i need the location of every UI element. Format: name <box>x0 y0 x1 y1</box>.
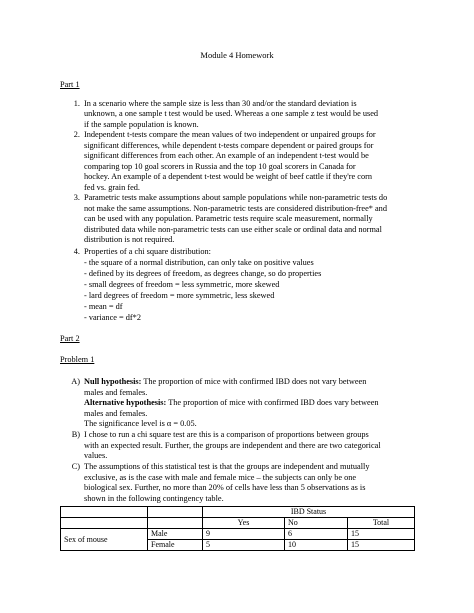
null-hypothesis-label: Null hypothesis: <box>84 377 142 386</box>
item-1-line: unknown, a one sample t test would be used. Whereas a one sample z test would be used <box>84 109 379 118</box>
section-c-line: biological sex. Further, no more than 20% of cells have less than 5 observations as is <box>84 483 366 492</box>
null-hypothesis-cont: males and females. <box>84 387 148 397</box>
item-4-line: - variance = df*2 <box>84 313 141 322</box>
cell-female-yes: 5 <box>203 540 285 551</box>
section-a-label: A) <box>71 377 80 386</box>
item-3-line: can be used with any population. Parametric tests require scale measurement, normally <box>84 214 373 223</box>
table-row <box>61 507 415 518</box>
sex-of-mouse-label: Sex of mouse <box>61 529 148 551</box>
ibd-status-header: IBD Status <box>203 507 415 518</box>
cell-female-total: 15 <box>348 540 415 551</box>
part2-heading: Part 2 <box>60 334 80 343</box>
table-cell <box>148 507 203 518</box>
section-b-label: B) <box>71 430 80 439</box>
item-4-line: - the square of a normal distribution, can only take on positive values <box>84 258 314 267</box>
alternative-hypothesis <box>84 398 379 409</box>
section-b-line: values. <box>84 451 108 460</box>
item-2-line: fed vs. grain fed. <box>84 182 140 192</box>
cell-male-yes: 9 <box>203 529 285 540</box>
item-3-number: 3. <box>73 193 80 202</box>
cell-male-no: 6 <box>285 529 348 540</box>
item-1-line: if the sample population is known. <box>84 119 199 129</box>
section-c-line: The assumptions of this statistical test is that the groups are independent and mutually <box>84 462 370 471</box>
item-3-line: Parametric tests make assumptions about sample populations while non-parametric tests do <box>84 193 388 202</box>
item-4-line: - small degrees of freedom = less symmetric, more skewed <box>84 280 280 289</box>
cell-male-total: 15 <box>348 529 415 540</box>
item-3-line: distribution is not required. <box>84 235 175 244</box>
item-2-line: significant differences from each other. An example of an independent t-test would be <box>84 151 369 160</box>
column-header-total: Total <box>348 518 415 529</box>
item-3-line: distributed data while non-parametric tests can use either scale or ordinal data and normal <box>84 224 382 234</box>
table-row <box>61 529 415 540</box>
section-b-line: with an expected result. Further, the groups are independent and there are two categorical <box>84 440 381 450</box>
item-4-number: 4. <box>73 247 80 256</box>
problem-heading: Problem 1 <box>60 355 95 364</box>
item-2-line: significant differences, while dependent t-tests compare dependent or paired groups for <box>84 140 374 150</box>
section-c-line: exclusive, as is the case with male and female mice – the subjects can only be one <box>84 472 357 482</box>
section-c-line: shown in the following contingency table. <box>84 493 224 503</box>
item-4-line: - lard degrees of freedom = more symmetric, less skewed <box>84 291 275 300</box>
item-1-number: 1. <box>73 99 80 108</box>
section-b-line: I chose to run a chi square test are this is a comparison of proportions between groups <box>84 430 369 439</box>
item-2-number: 2. <box>73 130 80 139</box>
table-cell <box>61 518 148 529</box>
table-row <box>61 518 415 529</box>
item-1-line: In a scenario where the sample size is less than 30 and/or the standard deviation is <box>84 99 357 108</box>
item-3-line: not make the same assumptions. Non-parametric tests are considered distribution-free* and <box>84 203 387 213</box>
cell-female-no: 10 <box>285 540 348 551</box>
row-label-male: Male <box>148 529 203 540</box>
document-title: Module 4 Homework <box>200 50 274 60</box>
item-2-line: comparing top 10 goal scorers in Russia and the top 10 goal scorers in Canada for <box>84 161 356 171</box>
contingency-table <box>60 506 415 551</box>
null-hypothesis <box>84 377 366 388</box>
item-4-line: - defined by its degrees of freedom, as degrees change, so do properties <box>84 269 322 278</box>
null-hypothesis-text: The proportion of mice with confirmed IBD does not vary between <box>141 377 367 386</box>
table-cell <box>61 507 148 518</box>
part1-heading: Part 1 <box>60 80 80 89</box>
section-c-label: C) <box>71 462 80 471</box>
item-4-line: Properties of a chi square distribution: <box>84 247 211 256</box>
item-2-line: hockey. An example of a dependent t-test would be weight of beef cattle if they're corn <box>84 172 373 181</box>
alternative-hypothesis-text: The proportion of mice with confirmed IBD does vary between <box>166 398 379 407</box>
significance-level: The significance level is α = 0.05. <box>84 419 197 428</box>
alternative-hypothesis-cont: males and females. <box>84 408 148 418</box>
row-label-female: Female <box>148 540 203 551</box>
alternative-hypothesis-label: Alternative hypothesis: <box>84 398 167 407</box>
table-cell <box>148 518 203 529</box>
column-header-no: No <box>285 518 348 529</box>
item-4-line: - mean = df <box>84 302 123 311</box>
column-header-yes: Yes <box>203 518 285 529</box>
item-2-line: Independent t-tests compare the mean values of two independent or unpaired groups for <box>84 130 376 139</box>
